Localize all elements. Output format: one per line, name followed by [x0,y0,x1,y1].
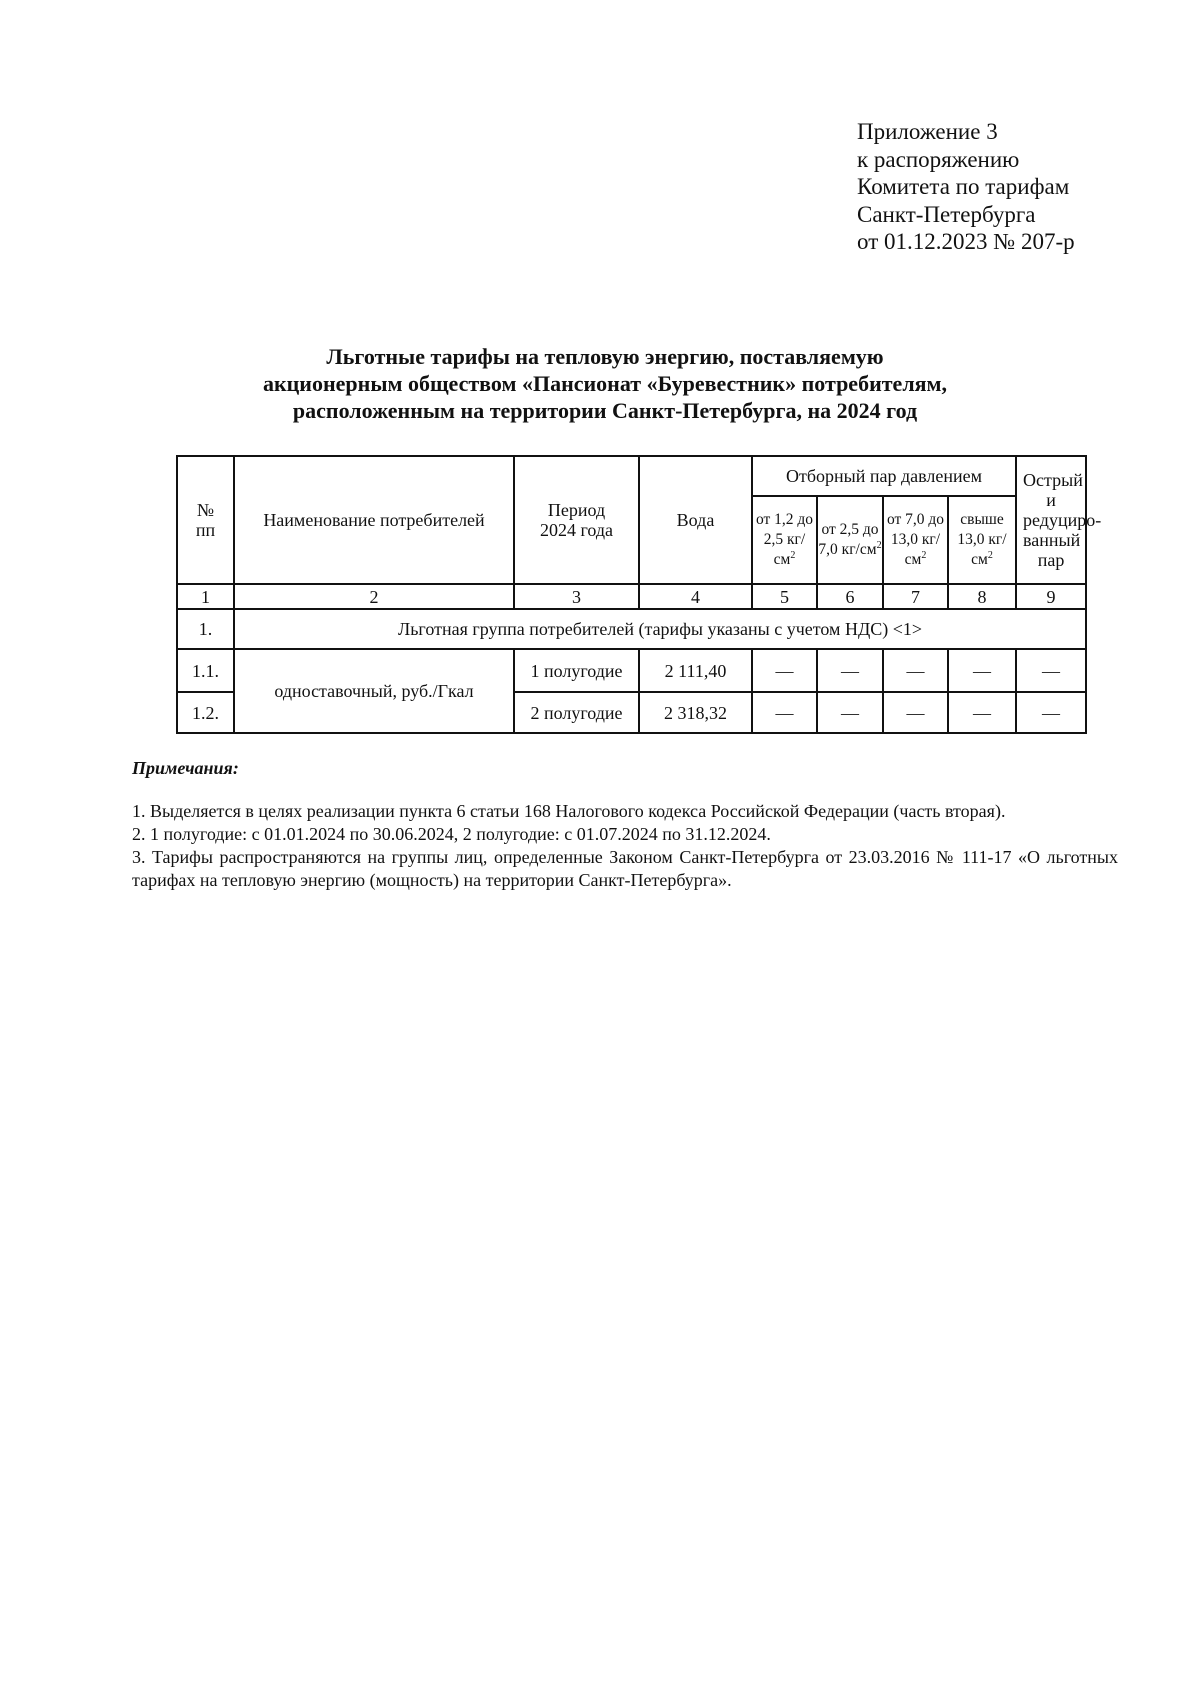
appendix-line: Санкт-Петербурга [857,201,1036,227]
row-value: — [817,649,883,692]
header-steam-1: от 1,2 до 2,5 $кг/см^2$ [752,496,817,584]
group-label: Льготная группа потребителей (тарифы указаны с учетом НДС) <1> [234,609,1086,649]
column-number: 8 [948,584,1016,609]
header-num: № пп [177,456,234,584]
column-number: 2 [234,584,514,609]
header-water: Вода [639,456,752,584]
row-period: 1 полугодие [514,649,639,692]
note-item: 2. 1 полугодие: с 01.01.2024 по 30.06.2024, 2 полугодие: с 01.07.2024 по 31.12.2024. [132,824,771,844]
row-value: — [948,692,1016,733]
table-row [177,649,1086,692]
row-num: 1.2. [177,692,234,733]
row-value: — [883,649,948,692]
row-value: — [883,692,948,733]
notes-list [132,800,1118,892]
row-value: — [752,649,817,692]
title-line: Льготные тарифы на тепловую энергию, поставляемую [326,344,884,369]
row-value: — [1016,692,1086,733]
header-steam-2: от 2,5 до 7,0 $кг/см^2$ [817,496,883,584]
header-steam-4: свыше 13,0 $кг/см^2$ [948,496,1016,584]
row-water-tariff: 2 318,32 [639,692,752,733]
column-number-row [177,584,1086,609]
group-num: 1. [177,609,234,649]
tariff-table [176,455,1102,734]
row-water-tariff: 2 111,40 [639,649,752,692]
document-title [130,343,1080,424]
header-steam-3: от 7,0 до 13,0 $кг/см^2$ [883,496,948,584]
title-line: акционерным обществом «Пансионат «Буревестник» потребителям, [262,371,948,396]
header-consumer-name: Наименование потребителей [234,456,514,584]
column-number: 4 [639,584,752,609]
appendix-line: Комитета по тарифам [857,174,1070,199]
column-number: 5 [752,584,817,609]
column-number: 9 [1016,584,1086,609]
row-num: 1.1. [177,649,234,692]
appendix-line: к распоряжению [857,146,1020,172]
header-steam-group: Отборный пар давлением [752,456,1016,496]
appendix-line: Приложение 3 [857,119,998,144]
row-value: — [752,692,817,733]
consumer-name-cell: одноставочный, руб./Гкал [234,649,514,733]
appendix-reference [857,118,1075,256]
column-number: 1 [177,584,234,609]
note-item: 3. Тарифы распространяются на группы лиц, определенные Законом Санкт-Петербурга от 23.03.2016 № 111-17 «О льготных тарифах на тепловую энергию (мощность) на территории Санкт-Петербурга». [132,847,1118,890]
row-period: 2 полугодие [514,692,639,733]
column-number: 6 [817,584,883,609]
group-row [177,609,1086,649]
row-value: — [1016,649,1086,692]
note-item: 1. Выделяется в целях реализации пункта 6 статьи 168 Налогового кодекса Российской Федерации (часть вторая). [132,801,1006,821]
appendix-line: от 01.12.2023 № 207-р [857,229,1075,254]
column-number: 3 [514,584,639,609]
row-value: — [817,692,883,733]
row-value: — [948,649,1016,692]
header-period: Период 2024 года [514,456,639,584]
notes-title: Примечания: [132,758,239,778]
title-line: расположенным на территории Санкт-Петербурга, на 2024 год [292,398,918,423]
header-sharp-steam: Острый и редуциро-ванный пар [1016,456,1086,584]
column-number: 7 [883,584,948,609]
